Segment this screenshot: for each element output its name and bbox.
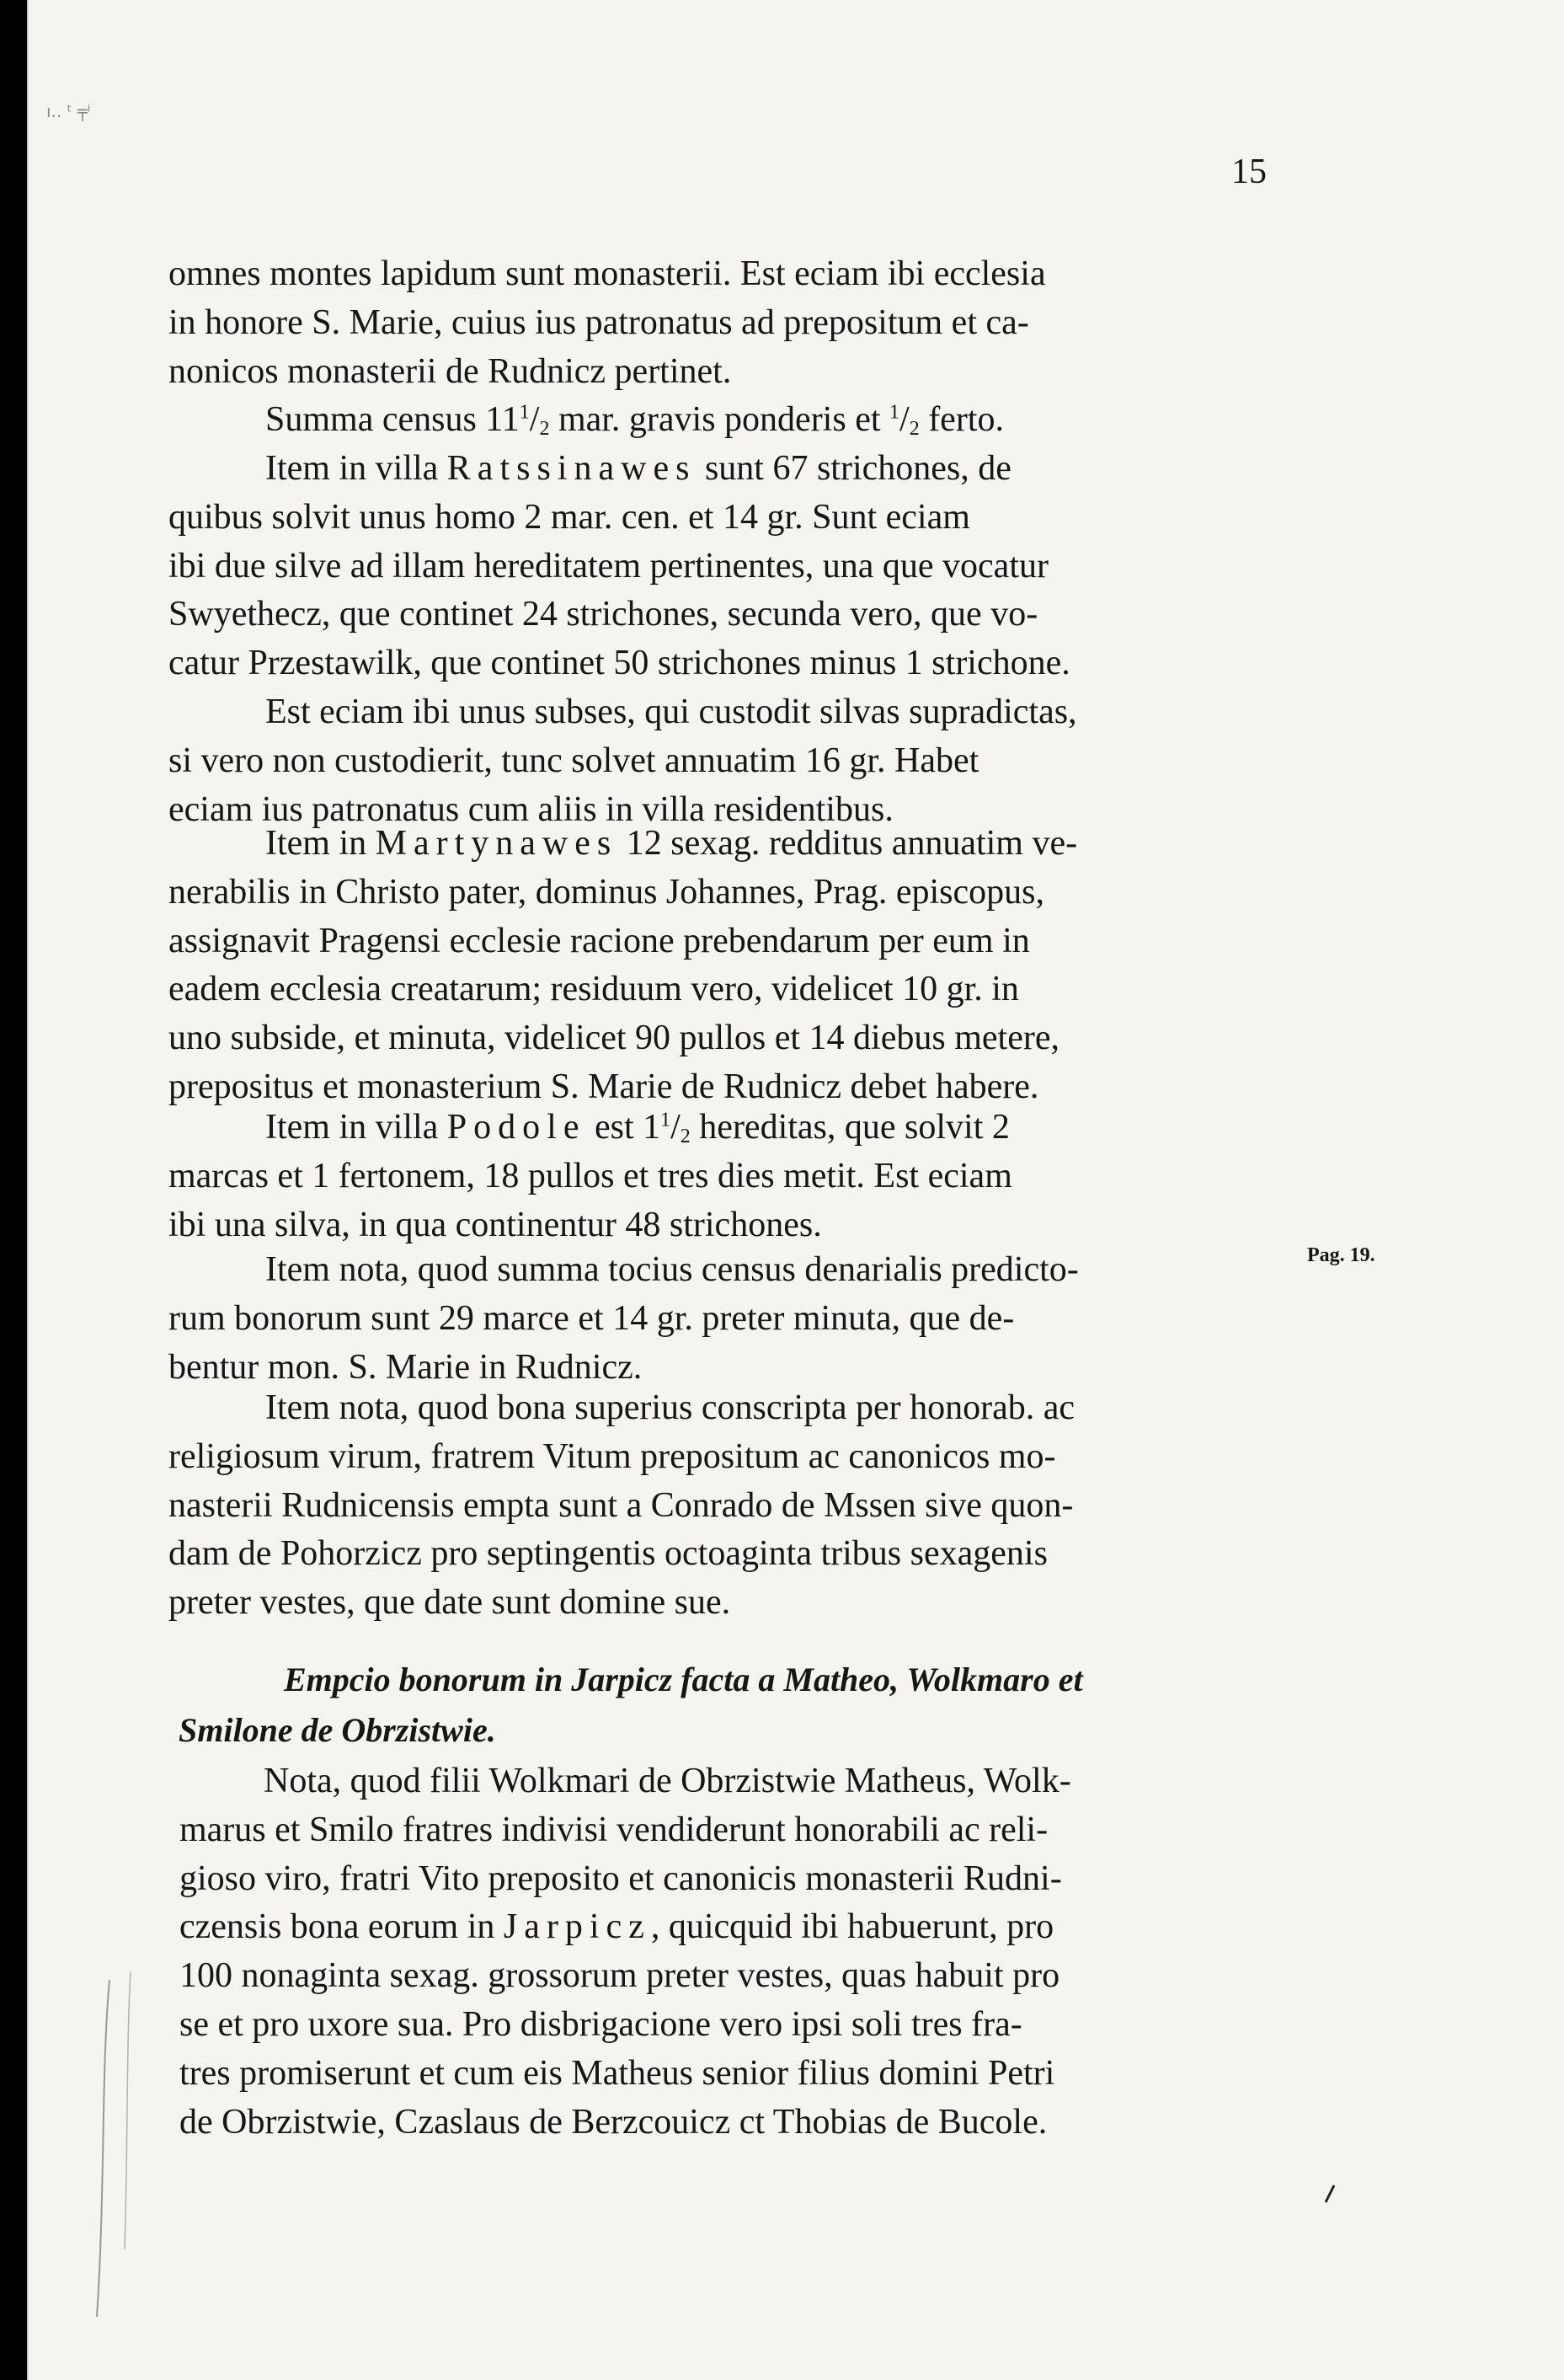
text-line: assignavit Pragensi ecclesie racione prebendarum per eum in xyxy=(168,921,1030,960)
text-line: Item in villa Podole est $1^1/_2$ hereditas, que solvit 2 xyxy=(265,1108,1010,1147)
text-line: in honore S. Marie, cuius ius patronatus ad prepositum et ca- xyxy=(168,302,1029,342)
paragraph-6 xyxy=(168,1104,1285,1249)
text-line: marcas et 1 fertonem, 18 pullos et tres dies metit. Est eciam xyxy=(168,1156,1012,1195)
text-line: Item in Martynawes 12 sexag. redditus annuatim ve- xyxy=(265,824,1078,863)
text-line: religiosum virum, fratrem Vitum prepositum ac canonicos mo- xyxy=(168,1436,1056,1476)
pen-mark-icon xyxy=(1321,2184,1337,2206)
paragraph-1 xyxy=(168,250,1285,396)
text-line: eciam ius patronatus cum aliis in villa residentibus. xyxy=(168,789,894,829)
text-line: dam de Pohorzicz pro septingentis octoaginta tribus sexagenis xyxy=(168,1534,1048,1574)
text-line: quibus solvit unus homo 2 mar. cen. et 14 gr. Sunt eciam xyxy=(168,497,970,537)
text-line: preter vestes, que date sunt domine sue. xyxy=(168,1583,731,1623)
text-line: marus et Smilo fratres indivisi vendiderunt honorabili ac reli- xyxy=(179,1810,1049,1849)
text-line: 100 nonaginta sexag. grossorum preter vestes, quas habuit pro xyxy=(179,1956,1060,1996)
text-line: prepositus et monasterium S. Marie de Rudnicz debet habere. xyxy=(168,1067,1039,1106)
paragraph-8 xyxy=(168,1384,1285,1628)
text-line: czensis bona eorum in Jarpicz, quicquid ibi habuerunt, pro xyxy=(179,1907,1054,1947)
text-line: gioso viro, fratri Vito preposito et canonicis monasterii Rudni- xyxy=(179,1859,1062,1898)
text-line: si vero non custodierit, tunc solvet annuatim 16 gr. Habet xyxy=(168,741,980,780)
text-line: Nota, quod filii Wolkmari de Obrzistwie Matheus, Wolk- xyxy=(264,1762,1071,1800)
binding-edge-marks xyxy=(84,1971,160,2325)
scan-speck: ı.. ᵗ ╤ⁱ xyxy=(46,101,91,121)
text-line: Item nota, quod bona superius conscripta per honorab. ac xyxy=(265,1388,1076,1427)
text-line: Item nota, quod summa tocius census denarialis predicto- xyxy=(265,1250,1079,1289)
page-number: 15 xyxy=(1231,152,1267,191)
text-line: rum bonorum sunt 29 marce et 14 gr. preter minuta, que de- xyxy=(168,1298,1015,1338)
text-line: ibi una silva, in qua continentur 48 strichones. xyxy=(168,1205,822,1244)
text-line: eadem ecclesia creatarum; residuum vero, videlicet 10 gr. in xyxy=(168,970,1019,1009)
text-line: nonicos monasterii de Rudnicz pertinet. xyxy=(168,351,732,391)
paragraph-3 xyxy=(168,445,1285,688)
heading-line: Empcio bonorum in Jarpicz facta a Matheo, Wolkmaro et xyxy=(284,1661,1083,1698)
text-line: Summa census $11^1/_2$ mar. gravis ponderis et $^1/_2$ ferto. xyxy=(265,400,1004,440)
text-line: omnes montes lapidum sunt monasterii. Est eciam ibi ecclesia xyxy=(168,254,1046,293)
text-line: uno subside, et minuta, videlicet 90 pullos et 14 diebus metere, xyxy=(168,1019,1060,1058)
text-line: nasterii Rudnicensis empta sunt a Conrado de Mssen sive quon- xyxy=(168,1485,1074,1525)
text-line: catur Przestawilk, que continet 50 strichones minus 1 strichone. xyxy=(168,644,1070,683)
text-line: se et pro uxore sua. Pro disbrigacione vero ipsi soli tres fra- xyxy=(179,2004,1022,2044)
text-line: de Obrzistwie, Czaslaus de Berzcouicz ct Thobias de Bucole. xyxy=(179,2102,1048,2142)
paragraph-7 xyxy=(168,1246,1285,1392)
paragraph-9 xyxy=(179,1757,1296,2147)
heading-line: Smilone de Obrzistwie. xyxy=(179,1711,496,1749)
text-line: Swyethecz, que continet 24 strichones, secunda vero, que vo- xyxy=(168,595,1038,634)
paragraph-5 xyxy=(168,820,1285,1112)
section-heading xyxy=(179,1655,1307,1756)
text-line: ibi due silve ad illam hereditatem pertinentes, una que vocatur xyxy=(168,546,1049,586)
text-line: nerabilis in Christo pater, dominus Johannes, Prag. episcopus, xyxy=(168,872,1045,912)
text-line: tres promiserunt et cum eis Matheus senior filius domini Petri xyxy=(179,2053,1055,2093)
paragraph-2 xyxy=(265,396,1284,445)
paragraph-4 xyxy=(168,688,1285,834)
margin-page-reference: Pag. 19. xyxy=(1307,1244,1375,1266)
text-line: Est eciam ibi unus subses, qui custodit silvas supradictas, xyxy=(265,693,1077,731)
text-line: Item in villa Ratssinawes sunt 67 strichones, de xyxy=(265,449,1012,488)
text-line: bentur mon. S. Marie in Rudnicz. xyxy=(168,1347,643,1387)
